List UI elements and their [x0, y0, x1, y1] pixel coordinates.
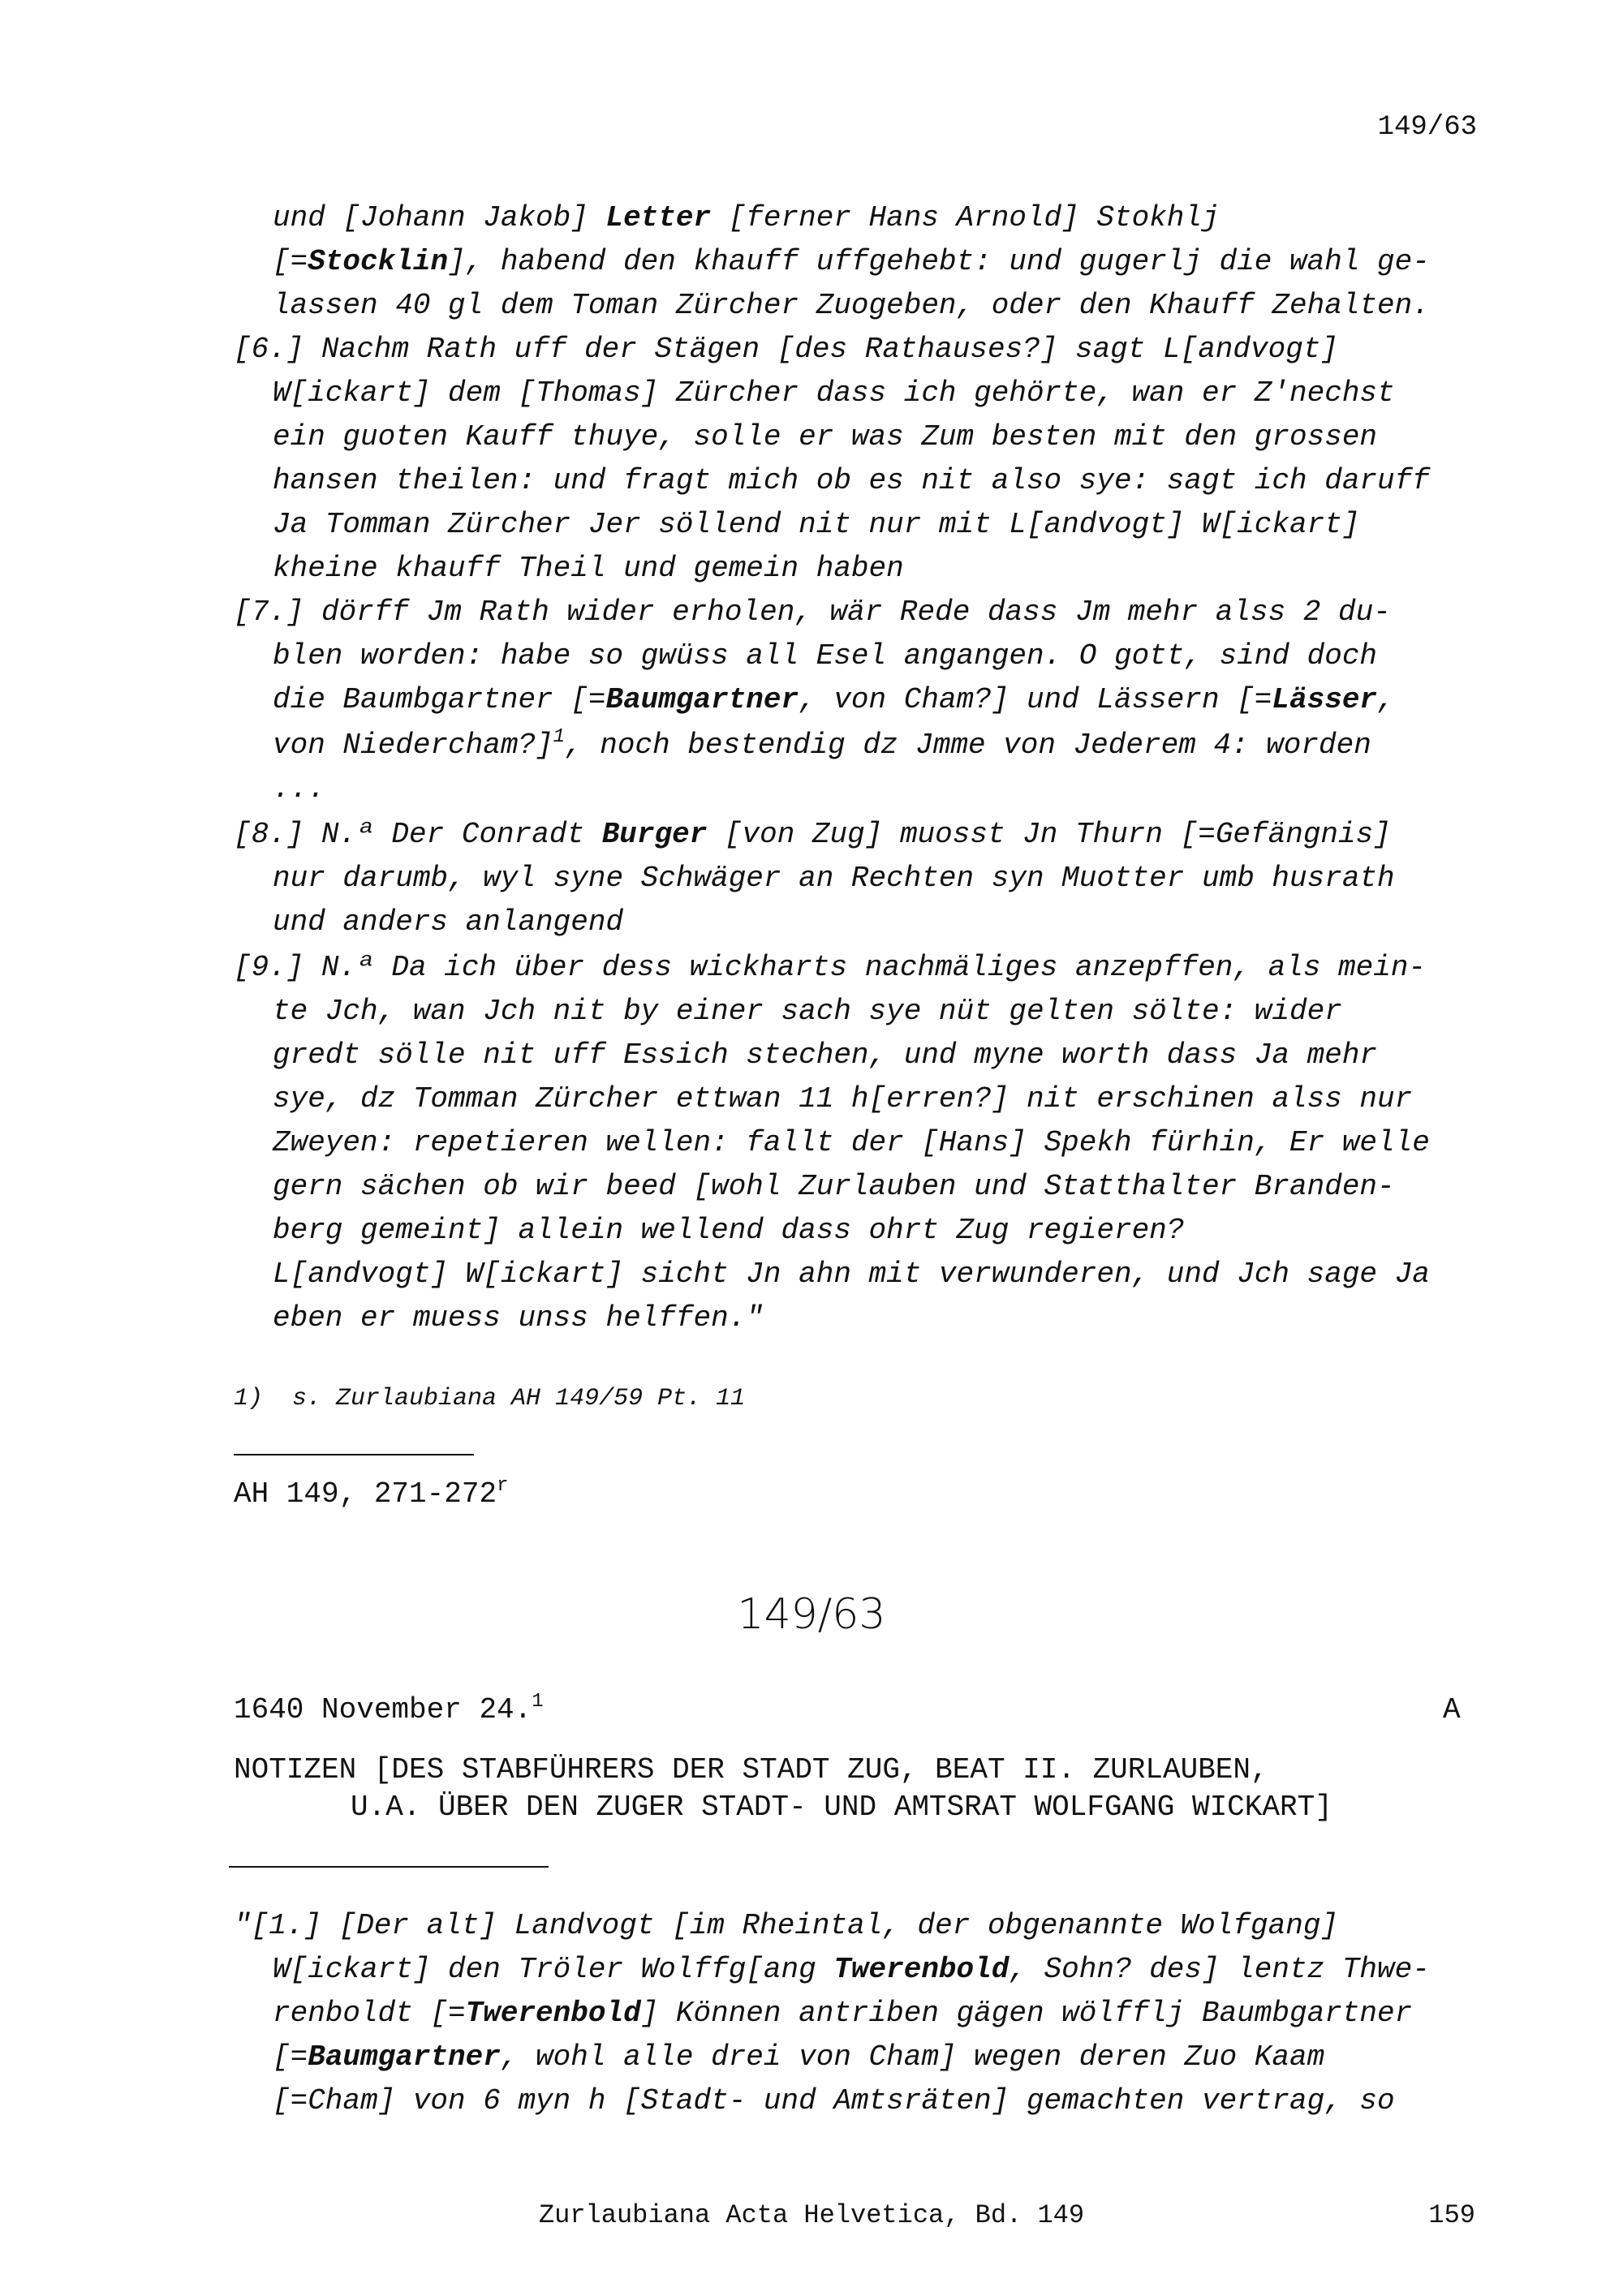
footnote: 1) s. Zurlaubiana AH 149/59 Pt. 11 — [234, 1385, 746, 1412]
text-line — [273, 1996, 1412, 2032]
text-run: W[ickart] den Tröler Wolffg[ang — [273, 1953, 834, 1986]
document-number: 149/63 — [737, 1590, 886, 1639]
name-emphasis: Twerenbold — [465, 1997, 641, 2030]
text-run: renboldt [= — [273, 1997, 466, 2030]
text-run: [= — [273, 245, 308, 278]
document-date — [234, 1692, 544, 1728]
text-line: nur darumb, wyl syne Schwäger an Rechten syn Muotter umb husrath — [273, 862, 1395, 895]
text-run: [von Zug] muosst Jn Thurn [=Gefängnis] — [707, 818, 1391, 851]
name-emphasis: Letter — [605, 201, 712, 234]
text-run: ] Können antriben gägen wölfflj Baumbgartner — [640, 1997, 1413, 2030]
text-line — [273, 2040, 1324, 2075]
document-title-line: U.A. ÜBER DEN ZUGER STADT- UND AMTSRAT WOLFGANG WICKART] — [351, 1791, 1332, 1824]
text-line — [273, 728, 1371, 763]
text-line: "[1.] [Der alt] Landvogt [im Rheintal, der obgenannte Wolfgang] — [234, 1909, 1339, 1942]
text-run: , wohl alle drei von Cham] wegen deren Zuo Kaam — [500, 2040, 1325, 2074]
text-line: kheine khauff Theil und gemein haben — [273, 552, 904, 585]
text-run: und [Johann Jakob] — [273, 201, 606, 234]
text-line: W[ickart] dem [Thomas] Zürcher dass ich gehörte, wan er Z'nechst — [273, 376, 1395, 410]
header-doc-ref: 149/63 — [1377, 112, 1477, 143]
text-line: te Jch, wan Jch nit by einer sach sye nüt gelten sölte: wider — [273, 995, 1342, 1028]
date-text: 1640 November 24. — [234, 1693, 532, 1726]
name-emphasis: Stocklin — [308, 245, 449, 278]
text-line: ein guoten Kauff thuye, solle er was Zum besten mit den grossen — [273, 420, 1378, 454]
text-line: [6.] Nachm Rath uff der Stägen [des Rathauses?] sagt L[andvogt] — [234, 333, 1339, 366]
source-reference — [234, 1477, 508, 1512]
name-emphasis: Burger — [601, 818, 708, 851]
text-line: und anders anlangend — [273, 905, 624, 939]
text-line: gern sächen ob wir beed [wohl Zurlauben und Statthalter Branden- — [273, 1170, 1395, 1203]
text-run: ], habend den khauff uffgehebt: und gugerlj die wahl ge- — [448, 245, 1430, 278]
text-line — [273, 1952, 1430, 1988]
name-emphasis: Baumgartner — [308, 2040, 501, 2074]
name-emphasis: Lässer — [1272, 683, 1378, 716]
source-sup: r — [497, 1475, 509, 1497]
text-line: hansen theilen: und fragt mich ob es nit also sye: sagt ich daruff — [273, 464, 1430, 497]
text-line: gredt sölle nit uff Essich stechen, und myne worth dass Ja mehr — [273, 1038, 1378, 1072]
document-classification: A — [1443, 1693, 1461, 1726]
text-run: [= — [273, 2040, 308, 2074]
text-line — [273, 682, 1395, 718]
text-line: Zweyen: repetieren wellen: fallt der [Hans] Spekh fürhin, Er welle — [273, 1126, 1430, 1159]
text-line — [234, 817, 1391, 853]
text-line: eben er muess unss helffen." — [273, 1301, 764, 1335]
name-emphasis: Twerenbold — [833, 1953, 1010, 1986]
text-run: , noch bestendig dz Jmme von Jederem 4: worden — [565, 729, 1371, 762]
title-divider — [229, 1866, 549, 1868]
text-run: , — [1377, 683, 1395, 716]
text-line: [9.] N.ª Da ich über dess wickharts nachmäliges anzepffen, als mein- — [234, 951, 1427, 984]
text-line: [7.] dörff Jm Rath wider erholen, wär Rede dass Jm mehr alss 2 du- — [234, 595, 1391, 629]
footnote-ref[interactable]: 1 — [553, 726, 566, 748]
text-line: blen worden: habe so gwüss all Esel angangen. O gott, sind doch — [273, 639, 1378, 673]
document-title-line: NOTIZEN [DES STABFÜHRERS DER STADT ZUG, BEAT II. ZURLAUBEN, — [234, 1753, 1268, 1786]
source-text: AH 149, 271-272 — [234, 1477, 497, 1511]
text-line: ... — [273, 772, 325, 806]
text-run: [ferner Hans Arnold] Stokhlj — [711, 201, 1220, 234]
text-line: [=Cham] von 6 myn h [Stadt- und Amtsräten] gemachten vertrag, so — [273, 2084, 1395, 2118]
text-run: die Baumbgartner [= — [273, 683, 606, 716]
text-line: Ja Tomman Zürcher Jer söllend nit nur mit L[andvogt] W[ickart] — [273, 508, 1360, 541]
footnote-ref[interactable]: 1 — [532, 1691, 544, 1713]
text-line: sye, dz Tomman Zürcher ettwan 11 h[erren?] nit erschinen alss nur — [273, 1082, 1413, 1116]
text-run: [8.] N.ª Der Conradt — [234, 818, 602, 851]
text-line: L[andvogt] W[ickart] sicht Jn ahn mit verwunderen, und Jch sage Ja — [273, 1258, 1430, 1291]
text-line: berg gemeint] allein wellend dass ohrt Zug regieren? — [273, 1214, 1185, 1247]
text-line — [273, 244, 1430, 280]
name-emphasis: Baumgartner — [605, 683, 799, 716]
footer-series-title: Zurlaubiana Acta Helvetica, Bd. 149 — [538, 2200, 1085, 2230]
text-line — [273, 200, 1220, 236]
text-line: lassen 40 gl dem Toman Zürcher Zuogeben, oder den Khauff Zehalten. — [273, 289, 1430, 322]
footer-page-number: 159 — [1428, 2200, 1475, 2230]
text-run: , von Cham?] und Lässern [= — [799, 683, 1272, 716]
source-divider — [234, 1454, 474, 1455]
text-run: von Niedercham?] — [273, 729, 553, 762]
text-run: , Sohn? des] lentz Thwe- — [1009, 1953, 1430, 1986]
